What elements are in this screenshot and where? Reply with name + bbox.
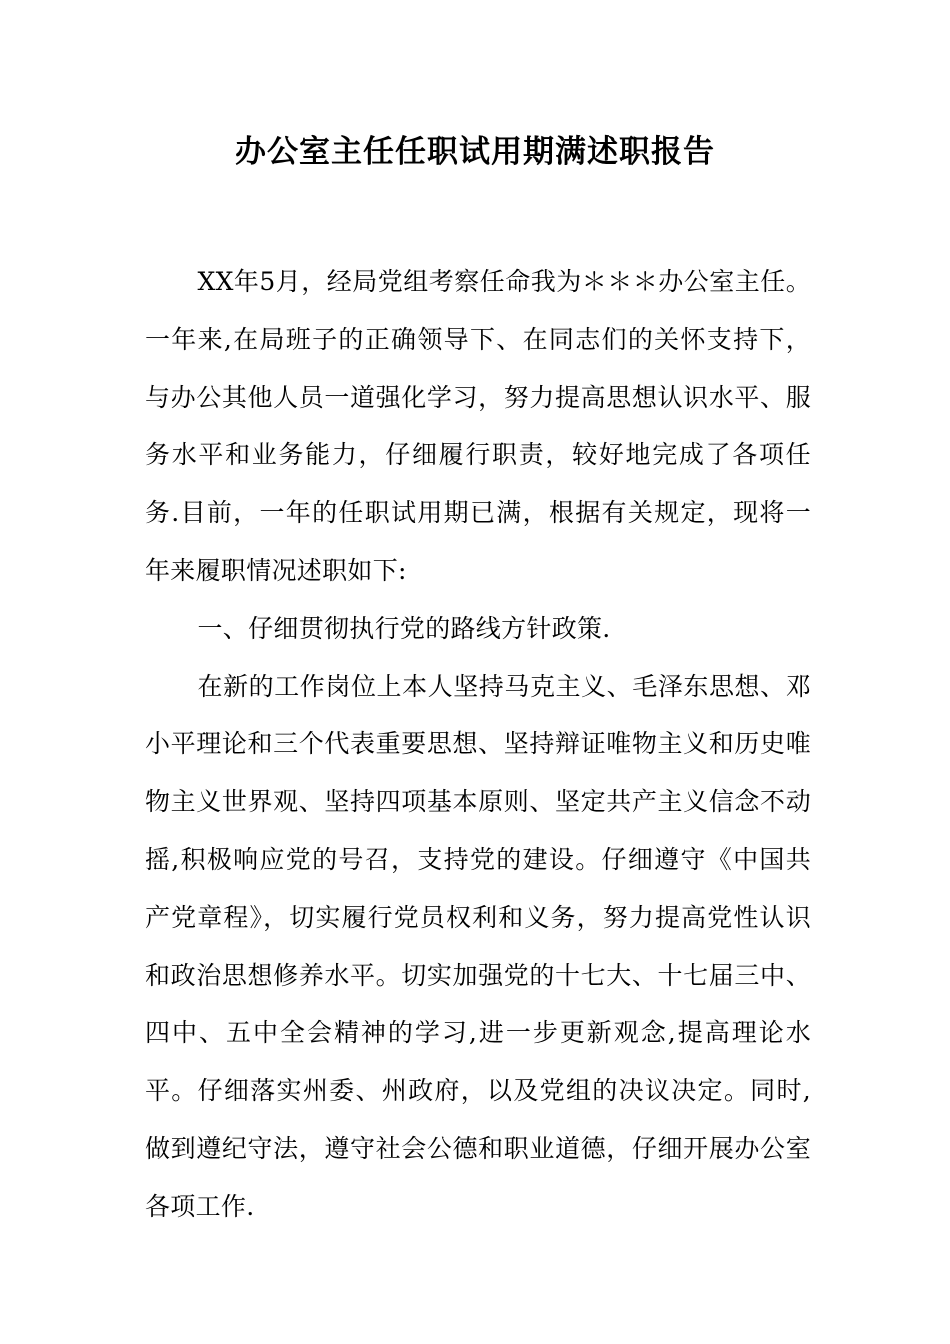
paragraph-intro: XX年5月，经局党组考察任命我为＊＊＊办公室主任。一年来,在局班子的正确领导下、在同志们的关怀支持下，与办公其他人员一道强化学习，努力提高思想认识水平、服务水平和业务能力，仔细履行职责，较好地完成了各项任务.目前，一年的任职试用期已满，根据有关规定，现将一年来履职情况述职如下: (145, 267, 811, 585)
paragraph-section-heading: 一、仔细贯彻执行党的路线方针政策. (197, 613, 611, 643)
document-title: 办公室主任任职试用期满述职报告 (235, 134, 715, 170)
document-body (145, 253, 811, 1236)
paragraph-section-body: 在新的工作岗位上本人坚持马克主义、毛泽东思想、邓小平理论和三个代表重要思想、坚持辩证唯物主义和历史唯物主义世界观、坚持四项基本原则、坚定共产主义信念不动摇,积极响应党的号召，支持党的建设。仔细遵守《中国共产党章程》，切实履行党员权利和义务，努力提高党性认识和政治思想修养水平。切实加强党的十七大、十七届三中、四中、五中全会精神的学习,进一步更新观念,提高理论水平。仔细落实州委、州政府，以及党组的决议决定。同时,做到遵纪守法，遵守社会公德和职业道德，仔细开展办公室各项工作. (145, 671, 811, 1221)
